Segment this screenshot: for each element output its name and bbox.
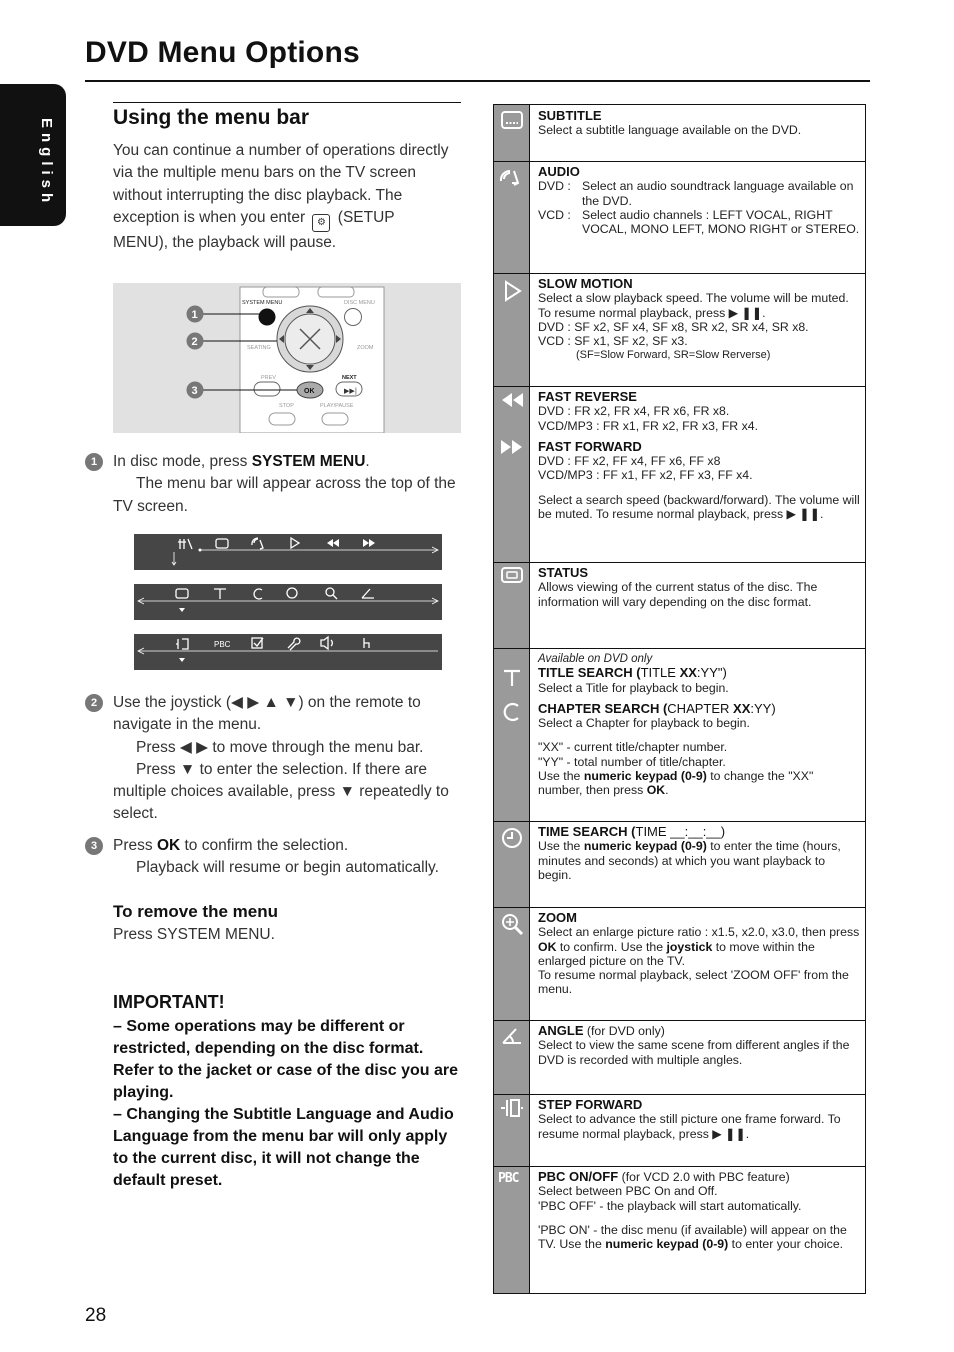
slow-motion-note: (SF=Slow Forward, SR=Slow Rerverse) <box>576 349 771 362</box>
zoom-joystick: joystick <box>666 939 713 954</box>
chapter-search-yy-line: "YY" - total number of title/chapter. <box>538 754 726 769</box>
title-search-title-mid: TITLE <box>640 665 680 681</box>
remote-top-button-right <box>318 287 354 297</box>
pbc-line-3-post: to enter your choice. <box>731 1237 844 1252</box>
pbc-line-3-pre: 'PBC ON' - the disc menu (if available) will appear on the TV. Use the <box>538 1222 847 1252</box>
fast-forward-icon <box>498 435 526 459</box>
angle-heading <box>538 1024 860 1038</box>
chapter-search-use-mid: to change the "XX" number, then press <box>538 769 814 798</box>
audio-vcd-text: Select audio channels : LEFT VOCAL, RIGHT VOCAL, MONO LEFT, MONO RIGHT or STEREO. <box>582 207 860 237</box>
menubar-slow-motion-icon <box>291 538 299 548</box>
system-menu-button <box>259 309 276 326</box>
step-3 <box>85 835 461 880</box>
menu-bar-2 <box>134 584 442 620</box>
fast-reverse-vcd: VCD/MP3 : FR x1, FR x2, FR x3, FR x4. <box>538 418 759 433</box>
pbc-line-2: 'PBC OFF' - the playback will start automatically. <box>538 1198 802 1213</box>
remote-label-next: NEXT <box>342 375 357 381</box>
subtitle-desc: Select a subtitle language available on the DVD. <box>538 123 802 138</box>
time-search-use <box>538 839 860 882</box>
chapter-search-title-xx: XX <box>733 700 751 716</box>
important-point-2: – Changing the Subtitle Language and Audio Language from the menu bar will only apply to the current disc, it will not change the default preset. <box>113 1106 454 1189</box>
row-rule <box>494 1094 865 1095</box>
options-table <box>493 104 866 1294</box>
zoom-title: ZOOM <box>538 910 577 925</box>
menubar-audio-delay-icon <box>364 638 369 648</box>
time-search-icon <box>498 826 526 850</box>
zoom-row <box>538 911 860 997</box>
audio-dvd-text: Select an audio soundtrack language available on the DVD. <box>582 179 854 208</box>
menubar-volume-icon <box>321 637 332 649</box>
pbc-note: (for VCD 2.0 with PBC feature) <box>621 1170 790 1184</box>
slow-motion-row <box>538 277 860 363</box>
row-rule <box>494 562 865 563</box>
row-rule <box>494 907 865 908</box>
row-rule <box>494 1020 865 1021</box>
status-title: STATUS <box>538 565 589 580</box>
intro-paragraph <box>113 140 453 254</box>
angle-desc: Select to view the same scene from different angles if the DVD is recorded with multiple angles. <box>538 1038 850 1067</box>
menubar-2-down-arrow <box>179 608 185 612</box>
title-search-title <box>538 666 860 680</box>
play-pause-button <box>322 413 348 425</box>
chapter-search-use-end: . <box>665 783 669 798</box>
slow-motion-vcd: VCD : SF x1, SF x2, SF x3. <box>538 334 688 349</box>
fast-reverse-icon <box>498 388 526 412</box>
menubar-1-dot <box>199 549 202 552</box>
remote-illustration <box>113 283 461 433</box>
prev-button <box>254 382 280 396</box>
menu-bar-3 <box>134 634 442 670</box>
remote-label-ok: OK <box>304 388 315 395</box>
intro-text-post: (SETUP MENU), the playback will pause. <box>113 208 395 251</box>
chapter-search-title-mid: CHAPTER <box>667 700 734 716</box>
title-search-icon <box>498 666 526 690</box>
chapter-search-title-end: :YY) <box>750 700 776 716</box>
slow-motion-title: SLOW MOTION <box>538 276 633 291</box>
menubar-pbc-icon: PBC <box>214 640 231 649</box>
pbc-row <box>538 1170 860 1251</box>
step-2-number: 2 <box>85 694 103 712</box>
title-search-title-xx: XX <box>679 665 697 681</box>
audio-title: AUDIO <box>538 164 580 179</box>
menubar-title-icon <box>214 589 226 599</box>
title-search-title-main: TITLE SEARCH ( <box>538 665 641 681</box>
chapter-search-desc: Select a Chapter for playback to begin. <box>538 716 750 731</box>
pbc-line-1: Select between PBC On and Off. <box>538 1184 718 1199</box>
menubar-setup-icon <box>178 539 192 549</box>
title-chapter-row <box>538 652 860 798</box>
remove-menu-title: To remove the menu <box>113 902 278 921</box>
pbc-heading <box>538 1170 860 1184</box>
chapter-search-use-ok: OK <box>646 783 666 798</box>
time-search-use-pre: Use the <box>538 839 581 854</box>
step-3-pre: Press <box>113 837 153 854</box>
menubar-key-icon <box>288 638 300 650</box>
step-1-body <box>113 451 461 518</box>
row-rule <box>494 386 865 387</box>
row-rule <box>494 161 865 162</box>
time-search-title-mid: TIME __:__:__) <box>635 824 726 839</box>
menubar-time-icon <box>287 588 297 598</box>
menu-bar-3-drawing <box>134 634 442 670</box>
menubar-audio-icon <box>252 538 263 549</box>
step-forward-icon <box>498 1096 526 1120</box>
remote-label-seating: SEATING <box>247 345 271 351</box>
angle-row <box>538 1024 860 1067</box>
zoom-desc <box>538 925 860 968</box>
menubar-angle-icon <box>362 589 374 598</box>
title-search-available: Available on DVD only <box>538 653 653 665</box>
important-title: IMPORTANT! <box>113 992 225 1012</box>
audio-dvd-label: DVD : <box>538 179 571 194</box>
angle-note: (for DVD only) <box>586 1024 665 1038</box>
callout-number-3: 3 <box>191 385 198 397</box>
step-1-detail: The menu bar will appear across the top of the TV screen. <box>113 475 456 515</box>
fast-reverse-dvd: DVD : FR x2, FR x4, FR x6, FR x8. <box>538 404 730 419</box>
time-search-use-bold: numeric keypad (0-9) <box>583 839 707 854</box>
step-3-post: to confirm the selection. <box>184 837 349 854</box>
audio-vcd-label: VCD : <box>538 207 571 222</box>
intro-text-pre: You can continue a number of operations directly via the multiple menu bars on the TV screen without interrupting the disc playback. The exception is when you enter <box>113 142 449 226</box>
pbc-title: PBC ON/OFF <box>538 1169 619 1184</box>
step-1 <box>85 451 461 518</box>
zoom-line-3: to move within the enlarged picture on the TV. <box>538 939 815 968</box>
fast-forward-dvd: DVD : FF x2, FF x4, FF x6, FF x8 <box>538 454 721 469</box>
remote-label-prev: PREV <box>261 375 276 381</box>
stop-button <box>269 413 295 425</box>
fast-search-desc: Select a search speed (backward/forward). The volume will be muted. To resume normal playback, press ▶ ❚❚. <box>538 492 860 522</box>
zoom-line-4: To resume normal playback, select 'ZOOM OFF' from the menu. <box>538 968 849 997</box>
page-number: 28 <box>85 1305 107 1326</box>
audio-vcd <box>538 208 860 237</box>
step-3-bold: OK <box>156 837 181 854</box>
disc-menu-button <box>345 309 362 326</box>
important-point-1: – Some operations may be different or restricted, depending on the disc format. Refer to the jacket or case of the disc you are playing. <box>113 1018 459 1101</box>
step-2-line-1: Use the joystick (◀ ▶ ▲ ▼) on the remote to navigate in the menu. <box>113 694 421 734</box>
slow-motion-icon <box>498 279 526 303</box>
chapter-search-xx-line: "XX" - current title/chapter number. <box>538 740 728 755</box>
time-search-title-main: TIME SEARCH ( <box>538 824 636 839</box>
zoom-icon <box>498 912 526 936</box>
remote-label-zoom: ZOOM <box>357 345 374 351</box>
step-1-number: 1 <box>85 453 103 471</box>
menubar-subtitle-icon <box>216 539 228 548</box>
important-text <box>113 1016 465 1192</box>
step-1-pre: In disc mode, press <box>113 453 248 470</box>
step-1-post: . <box>365 453 370 470</box>
remove-menu-text: Press SYSTEM MENU. <box>113 926 275 943</box>
audio-dvd <box>538 179 860 208</box>
menubar-status-icon <box>176 589 188 598</box>
pbc-line-3 <box>538 1223 860 1252</box>
callout-number-1: 1 <box>191 309 198 321</box>
title-rule <box>85 80 870 82</box>
menubar-fast-reverse-icon <box>327 539 339 547</box>
menu-bar-1 <box>134 534 442 570</box>
step-forward-desc: Select to advance the still picture one frame forward. To resume normal playback, press ▶ ❚❚. <box>538 1112 841 1141</box>
setup-menu-icon: ⚙ <box>312 214 330 232</box>
menubar-3-down-arrow <box>179 658 185 662</box>
angle-icon <box>498 1024 526 1048</box>
chapter-search-title <box>538 702 860 716</box>
remote-label-system-menu: SYSTEM MENU <box>242 300 283 306</box>
menubar-fast-forward-icon <box>363 539 375 547</box>
time-search-title <box>538 825 860 839</box>
slow-motion-desc: Select a slow playback speed. The volume will be muted. To resume normal playback, press ▶ ❚❚. <box>538 291 849 320</box>
step-forward-row <box>538 1098 860 1141</box>
section-rule <box>113 102 461 103</box>
step-1-bold: SYSTEM MENU <box>251 453 366 470</box>
audio-icon <box>498 167 526 191</box>
chapter-search-use <box>538 769 860 798</box>
menu-bar-1-drawing <box>134 534 442 570</box>
row-rule <box>494 648 865 649</box>
audio-row <box>538 165 860 236</box>
callout-number-2: 2 <box>191 336 198 348</box>
fast-forward-title: FAST FORWARD <box>538 438 642 454</box>
chapter-search-title-main: CHAPTER SEARCH ( <box>538 700 668 716</box>
title-search-desc: Select a Title for playback to begin. <box>538 680 729 695</box>
title-search-title-end: :YY") <box>696 665 727 681</box>
status-icon <box>498 564 526 588</box>
language-tab <box>0 84 66 226</box>
remote-label-play-pause: PLAY/PAUSE <box>320 403 354 409</box>
zoom-ok: OK <box>538 939 557 954</box>
chapter-search-use-pre: Use the <box>538 769 581 784</box>
chapter-search-icon <box>498 700 526 724</box>
row-rule <box>494 273 865 274</box>
subtitle-icon <box>498 109 526 133</box>
menubar-step-forward-icon <box>176 639 188 649</box>
fast-forward-vcd: VCD/MP3 : FF x1, FF x2, FF x3, FF x4. <box>538 468 753 483</box>
remote-top-button-left <box>263 287 299 297</box>
menubar-chapter-icon <box>254 589 262 599</box>
step-2-line-2: Press ◀ ▶ to move through the menu bar. <box>136 738 424 756</box>
zoom-line-1: Select an enlarge picture ratio : x1.5, x2.0, x3.0, then press <box>538 925 860 940</box>
pbc-icon: PBC <box>498 1171 519 1186</box>
menubar-zoom-handle <box>333 595 337 599</box>
step-forward-title: STEP FORWARD <box>538 1097 643 1112</box>
step-3-detail: Playback will resume or begin automatically. <box>136 859 439 877</box>
fast-search-row <box>538 390 860 521</box>
slow-motion-dvd: DVD : SF x2, SF x4, SF x8, SR x2, SR x4, SR x8. <box>538 319 809 334</box>
time-search-row <box>538 825 860 882</box>
status-row <box>538 566 860 609</box>
step-2-line-3: Press ▼ to enter the selection. If there are multiple choices available, press ▼ repeatedly to select. <box>113 760 449 823</box>
menubar-zoom-icon <box>326 588 334 596</box>
angle-title: ANGLE <box>538 1023 584 1038</box>
zoom-line-2: to confirm. Use the <box>559 939 664 954</box>
step-2-body <box>113 692 461 826</box>
page-title: DVD Menu Options <box>85 36 360 69</box>
menu-bar-2-drawing <box>134 584 442 620</box>
chapter-search-use-bold: numeric keypad (0-9) <box>583 769 707 784</box>
remote-label-stop: STOP <box>279 403 294 409</box>
remote-label-disc-menu: DISC MENU <box>344 300 375 306</box>
section-title: Using the menu bar <box>113 106 310 129</box>
remote-drawing <box>113 283 461 433</box>
row-rule <box>494 1166 865 1167</box>
pbc-line-3-bold: numeric keypad (0-9) <box>605 1237 729 1252</box>
next-icon: ▶▶| <box>344 387 358 395</box>
status-desc: Allows viewing of the current status of the disc. The information will vary depending on the disc format. <box>538 580 818 609</box>
fast-reverse-title: FAST REVERSE <box>538 389 637 404</box>
step-2 <box>85 692 461 826</box>
step-3-number: 3 <box>85 837 103 855</box>
time-search-use-post: to enter the time (hours, minutes and seconds) at which you want playback to begin. <box>538 839 841 882</box>
subtitle-row <box>538 109 860 138</box>
step-3-body <box>113 835 461 880</box>
language-tab-label: English <box>38 118 55 208</box>
row-rule <box>494 821 865 822</box>
subtitle-title: SUBTITLE <box>538 108 602 123</box>
